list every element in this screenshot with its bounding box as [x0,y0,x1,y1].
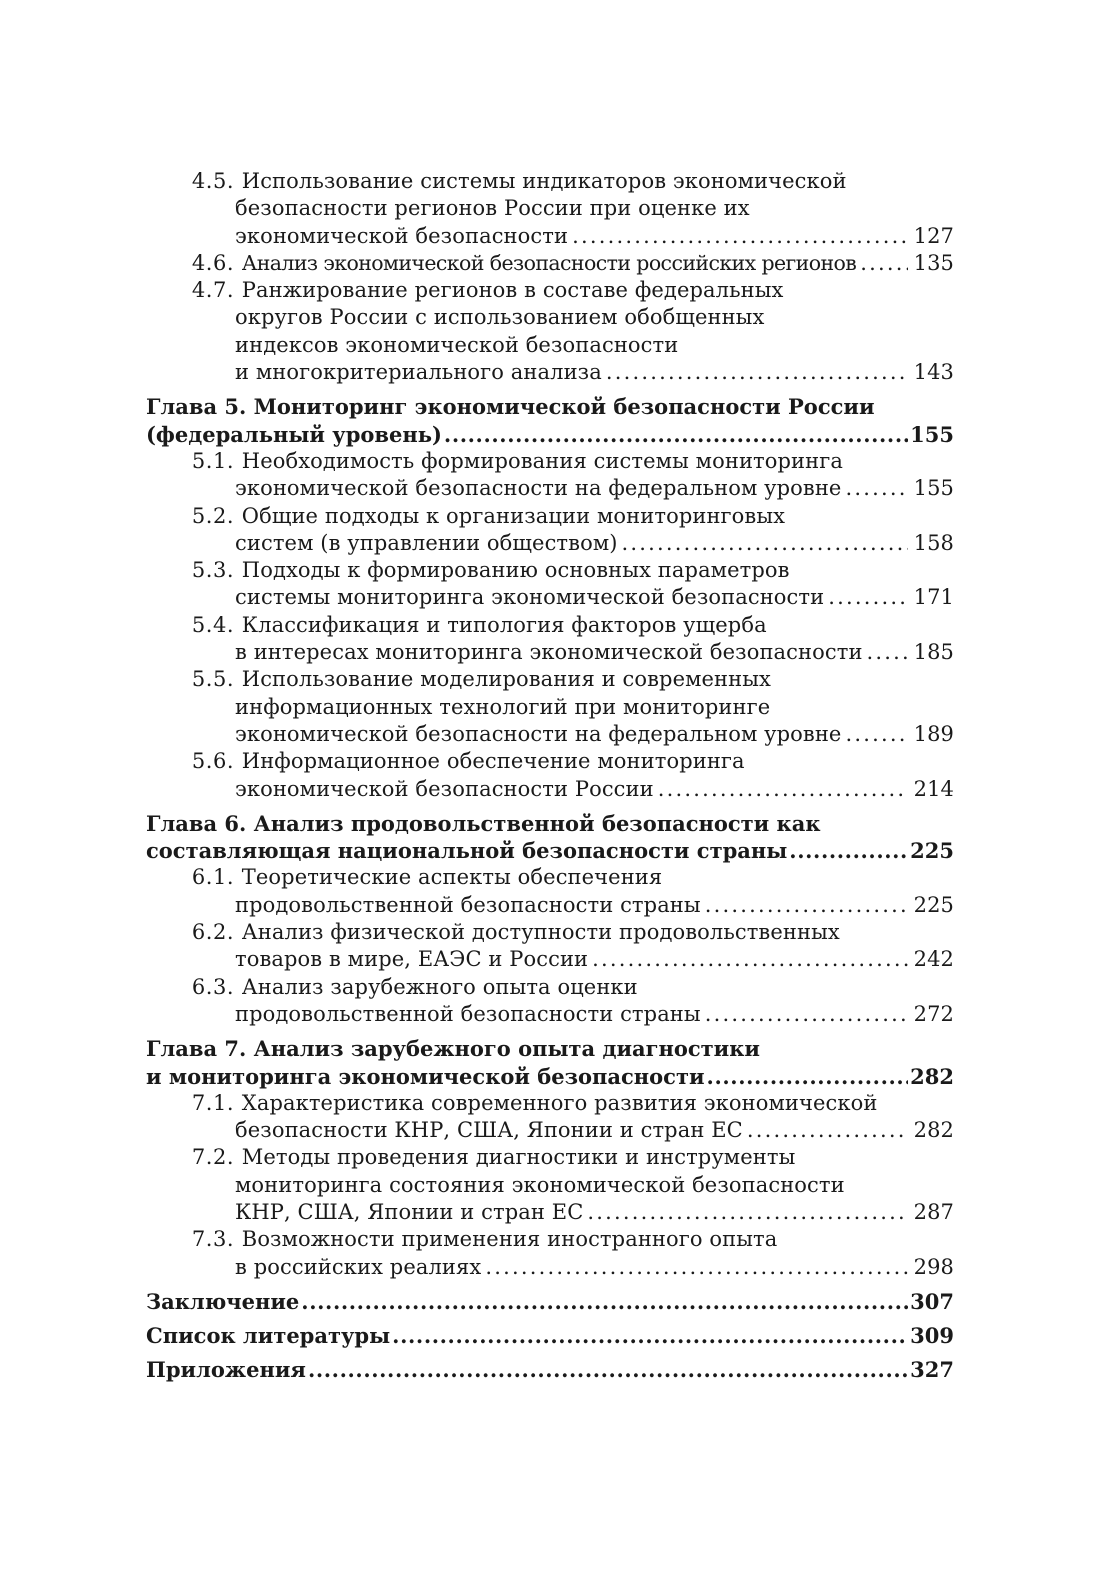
toc-entry-5-1[interactable] [146,448,954,475]
section-number: 5.4. [191,612,234,637]
entry-text: и многокритериального анализа [235,360,602,385]
section-number: 5.6. [191,749,234,774]
chapter-title: составляющая национальной безопасности страны [146,838,788,864]
entry-text: округов России с использованием обобщенных [235,305,765,330]
dot-leader [845,475,907,502]
chapter-title: Список литературы [146,1323,391,1349]
page-number: 298 [913,1254,954,1279]
section-number: 7.1. [191,1090,234,1115]
dot-leader [707,1063,909,1090]
dot-leader [705,1001,908,1028]
entry-text: Использование системы индикаторов экономической [241,169,847,193]
dot-leader [301,1288,908,1315]
dot-leader [789,837,908,864]
dot-leader [572,223,908,250]
chapter-title: Приложения [146,1357,306,1383]
section-number: 7.2. [191,1145,234,1170]
dot-leader [485,1254,907,1281]
page-number: 282 [910,1063,954,1089]
table-of-contents [146,168,954,1384]
entry-text: товаров в мире, ЕАЭС и России [235,947,589,972]
page-number: 135 [913,250,954,275]
entry-text: систем (в управлении обществом) [235,530,618,555]
entry-text: безопасности регионов России при оценке их [235,196,750,221]
entry-text: Использование моделирования и современных [241,667,772,692]
chapter-title: Глава 6. Анализ продовольственной безопасности как [146,810,821,836]
entry-text: Возможности применения иностранного опыта [241,1227,778,1252]
toc-entry-7-3[interactable] [146,1226,954,1253]
toc-entry-6-1[interactable] [146,864,954,891]
dot-leader [845,721,907,748]
entry-text: экономической безопасности на федеральном уровне [235,476,842,501]
page-number: 282 [913,1118,954,1143]
section-number: 6.2. [191,920,234,945]
section-number: 5.5. [191,667,234,692]
entry-text: Информационное обеспечение мониторинга [241,749,745,774]
entry-text: Анализ зарубежного опыта оценки [241,974,638,999]
entry-text: индексов экономической безопасности [235,332,679,357]
dot-leader [592,946,907,973]
chapter-title: Глава 5. Мониторинг экономической безопасности России [146,394,875,420]
entry-text: Необходимость формирования системы мониторинга [241,448,843,473]
entry-text: Подходы к формированию основных параметров [241,558,790,583]
page-number: 127 [913,223,954,248]
entry-text: КНР, США, Японии и стран ЕС [235,1199,584,1224]
dot-leader [392,1322,908,1349]
chapter-title: Заключение [146,1288,300,1314]
entry-text: Анализ экономической безопасности российских регионов [241,250,857,275]
toc-chapter-6[interactable] [146,810,954,837]
dot-leader [867,639,908,666]
toc-entry-4-6[interactable] [146,250,954,277]
entry-text: Ранжирование регионов в составе федеральных [241,278,784,303]
entry-text: Методы проведения диагностики и инструменты [241,1145,796,1170]
entry-text: Теоретические аспекты обеспечения [241,865,663,890]
section-number: 4.5. [191,169,234,193]
section-number: 7.3. [191,1227,234,1252]
dot-leader [587,1199,907,1226]
entry-text: экономической безопасности России [235,776,654,801]
page-number: 225 [913,892,954,917]
dot-leader [622,530,908,557]
section-number: 4.6. [191,250,234,275]
page-number: 171 [913,585,954,610]
page-number: 309 [910,1323,954,1349]
dot-leader [658,776,908,803]
entry-text: продовольственной безопасности страны [235,1001,701,1026]
section-number: 6.3. [191,974,234,999]
entry-text: мониторинга состояния экономической безопасности [235,1172,845,1197]
page-number: 327 [910,1357,954,1383]
dot-leader [606,359,908,386]
toc-entry-4-5[interactable] [146,168,954,195]
toc-chapter-7[interactable] [146,1035,954,1062]
page-number: 307 [910,1288,954,1314]
entry-text: Анализ физической доступности продовольственных [241,920,840,945]
dot-leader [860,250,907,277]
section-number: 5.3. [191,558,234,583]
page-number: 185 [913,640,954,665]
page-number: 242 [913,947,954,972]
toc-entry-7-2[interactable] [146,1144,954,1171]
toc-entry-5-3[interactable] [146,557,954,584]
toc-entry-7-1[interactable] [146,1090,954,1117]
toc-entry-5-2[interactable] [146,503,954,530]
toc-chapter-5[interactable] [146,393,954,420]
dot-leader [444,421,908,448]
toc-references[interactable] [146,1322,954,1349]
toc-conclusion[interactable] [146,1288,954,1315]
section-number: 6.1. [191,865,234,890]
page-number: 272 [913,1001,954,1026]
section-number: 5.2. [191,503,234,528]
entry-text: Общие подходы к организации мониторинговых [241,503,786,528]
entry-text: системы мониторинга экономической безопасности [235,585,825,610]
section-number: 5.1. [191,448,234,473]
page-number: 189 [913,721,954,746]
page-number: 225 [910,838,954,864]
toc-entry-4-7[interactable] [146,277,954,304]
chapter-title: и мониторинга экономической безопасности [146,1063,705,1089]
page-number: 155 [910,421,954,447]
chapter-title: (федеральный уровень) [146,421,442,447]
entry-text: безопасности КНР, США, Японии и стран ЕС [235,1118,743,1143]
page-number: 287 [913,1199,954,1224]
toc-entry-6-2[interactable] [146,919,954,946]
entry-text: Характеристика современного развития экономической [241,1090,878,1115]
entry-text: экономической безопасности [235,223,569,248]
chapter-title: Глава 7. Анализ зарубежного опыта диагностики [146,1036,761,1062]
dot-leader [308,1356,908,1383]
section-number: 4.7. [191,278,234,303]
page-number: 143 [913,360,954,385]
toc-entry-5-5[interactable] [146,666,954,693]
entry-text: в российских реалиях [235,1254,482,1279]
entry-text: информационных технологий при мониторинге [235,694,771,719]
dot-leader [747,1117,908,1144]
dot-leader [705,892,908,919]
toc-entry-5-4[interactable] [146,612,954,639]
entry-text: экономической безопасности на федеральном уровне [235,721,842,746]
entry-text: Классификация и типология факторов ущерба [241,612,767,637]
toc-entry-6-3[interactable] [146,974,954,1001]
toc-appendices[interactable] [146,1356,954,1383]
dot-leader [828,584,907,611]
page-number: 155 [913,476,954,501]
page-number: 214 [913,776,954,801]
entry-text: в интересах мониторинга экономической безопасности [235,640,863,665]
page-number: 158 [913,530,954,555]
toc-entry-5-6[interactable] [146,748,954,775]
entry-text: продовольственной безопасности страны [235,892,701,917]
